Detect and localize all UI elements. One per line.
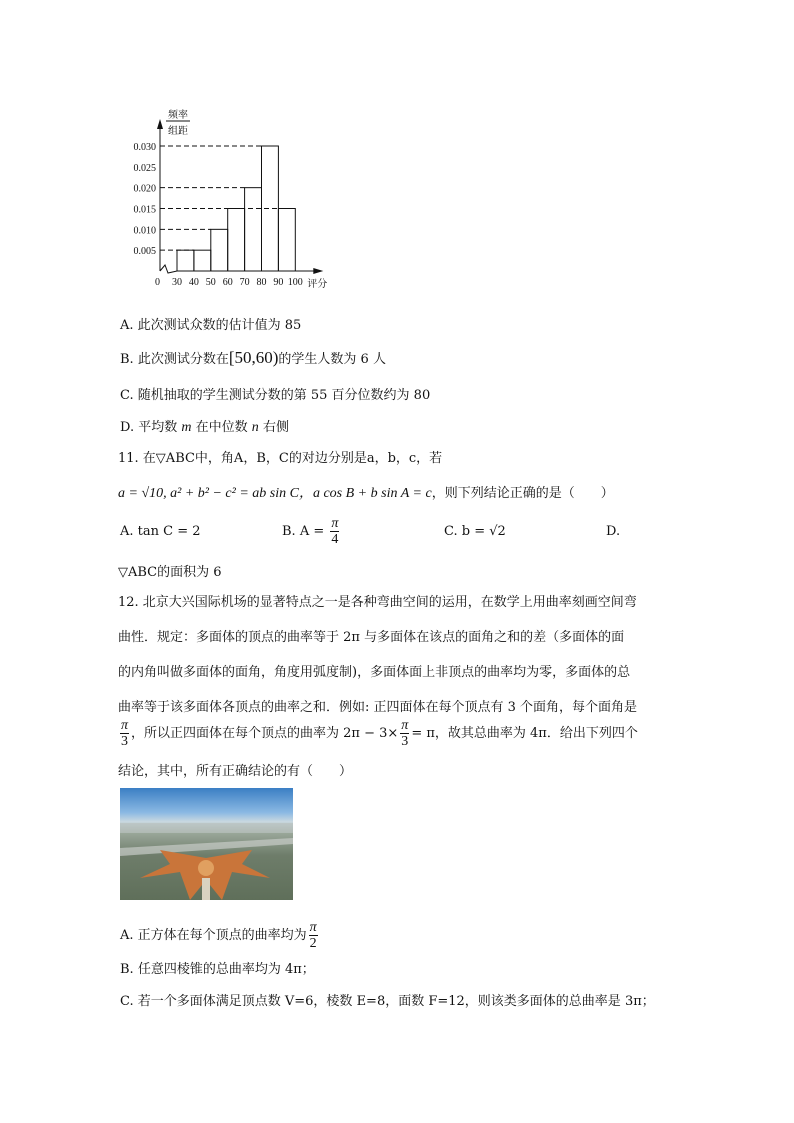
q11-option-c: C. b = √2 bbox=[444, 524, 506, 539]
text: 右侧 bbox=[262, 420, 289, 435]
x-tick-label: 90 bbox=[273, 277, 284, 288]
q10-option-b bbox=[120, 348, 386, 368]
var-n: n bbox=[251, 420, 259, 435]
numerator: π bbox=[401, 718, 409, 733]
text: 在中位数 bbox=[195, 420, 248, 435]
q12-line-5 bbox=[118, 718, 638, 749]
denominator: 4 bbox=[331, 532, 339, 547]
q12-option-b: B. 任意四棱锥的总曲率均为 4π； bbox=[120, 962, 315, 977]
denominator: 3 bbox=[121, 734, 128, 749]
origin-label: 0 bbox=[155, 277, 160, 288]
fraction bbox=[120, 718, 129, 749]
text: B. 此次测试分数在 bbox=[120, 352, 229, 367]
denominator: 3 bbox=[401, 734, 409, 749]
q10-option-c: C. 随机抽取的学生测试分数的第 55 百分位数约为 80 bbox=[120, 388, 431, 403]
x-tick-label: 50 bbox=[205, 277, 216, 288]
x-tick-label: 70 bbox=[239, 277, 250, 288]
histogram-bar bbox=[278, 209, 295, 272]
y-tick-label: 0.015 bbox=[133, 204, 156, 216]
x-axis-arrow bbox=[313, 268, 323, 274]
text: ，所以正四面体在每个顶点的曲率为 2π − 3× bbox=[131, 726, 399, 741]
x-axis bbox=[160, 265, 317, 273]
q11-option-d-text: ▽ABC的面积为 6 bbox=[118, 565, 222, 580]
y-tick-label: 0.020 bbox=[133, 183, 156, 195]
y-tick-label: 0.030 bbox=[133, 142, 156, 153]
histogram-bar bbox=[194, 250, 211, 271]
q12-line-2: 曲性．规定：多面体的顶点的曲率等于 2π 与多面体在该点的面角之和的差（多面体的面 bbox=[118, 630, 625, 645]
q11-option-a: A. tan C = 2 bbox=[120, 524, 201, 539]
text: D. 平均数 bbox=[120, 420, 178, 435]
text: 的学生人数为 6 人 bbox=[278, 352, 386, 367]
q10-option-a: A. 此次测试众数的估计值为 85 bbox=[120, 318, 302, 333]
q12-line-3: 的内角叫做多面体的面角，角度用弧度制)，多面体面上非顶点的曲率均为零，多面体的总 bbox=[118, 665, 631, 680]
q12-option-c: C. 若一个多面体满足顶点数 V=6，棱数 E=8，面数 F=12，则该类多面体的总曲率是 3π； bbox=[120, 994, 655, 1009]
y-label-top: 频率 bbox=[168, 110, 188, 121]
math: ，a cos B + b sin A = c bbox=[298, 486, 432, 501]
airport-illustration bbox=[120, 788, 293, 900]
fraction bbox=[309, 920, 318, 951]
y-axis-arrow bbox=[157, 119, 163, 129]
q11-option-b bbox=[282, 516, 341, 547]
x-tick-label: 40 bbox=[188, 277, 199, 288]
histogram bbox=[120, 105, 350, 290]
numerator: π bbox=[121, 718, 129, 733]
x-axis-label: 评分 bbox=[307, 279, 328, 290]
fraction bbox=[330, 516, 339, 547]
text: ，则下列结论正确的是（ ） bbox=[431, 486, 614, 501]
interval: [50,60) bbox=[228, 348, 279, 367]
numerator: π bbox=[331, 516, 339, 531]
y-tick-label: 0.005 bbox=[133, 246, 156, 258]
x-tick-label: 60 bbox=[222, 277, 233, 288]
airport-photo bbox=[120, 788, 293, 900]
q11-option-d: D. bbox=[606, 524, 621, 539]
x-tick-label: 80 bbox=[256, 277, 267, 288]
q10-option-d bbox=[120, 416, 289, 436]
q12-line-6: 结论，其中，所有正确结论的有（ ） bbox=[118, 764, 353, 779]
histogram-bar bbox=[177, 250, 194, 271]
denominator: 2 bbox=[309, 936, 317, 951]
q12-option-a bbox=[120, 920, 320, 951]
text: A. 正方体在每个顶点的曲率均为 bbox=[120, 928, 307, 943]
var-m: m bbox=[181, 420, 192, 435]
histogram-bar bbox=[228, 209, 245, 272]
q11-stem: 11. 在▽ABC中，角A，B，C的对边分别是a，b，c，若 bbox=[118, 451, 443, 466]
x-tick-label: 100 bbox=[287, 277, 303, 288]
q12-line-1: 12. 北京大兴国际机场的显著特点之一是各种弯曲空间的运用，在数学上用曲率刻画空间弯 bbox=[118, 595, 637, 610]
fraction bbox=[400, 718, 409, 749]
histogram-bar bbox=[245, 188, 262, 271]
numerator: π bbox=[309, 920, 317, 935]
histogram-bar bbox=[211, 229, 228, 271]
x-tick-label: 30 bbox=[172, 277, 182, 288]
y-tick-label: 0.010 bbox=[133, 225, 156, 237]
math: a = √10, a² + b² − c² = ab sin C bbox=[118, 486, 299, 501]
text: = π，故其总曲率为 4π．给出下列四个 bbox=[411, 726, 638, 741]
text: B. A = bbox=[282, 524, 329, 539]
q12-line-4: 曲率等于该多面体各顶点的曲率之和．例如: 正四面体在每个顶点有 3 个面角，每个面角是 bbox=[118, 700, 638, 715]
y-label-bottom: 组距 bbox=[168, 126, 188, 137]
y-tick-label: 0.025 bbox=[133, 162, 156, 174]
q11-conditions bbox=[118, 482, 614, 502]
